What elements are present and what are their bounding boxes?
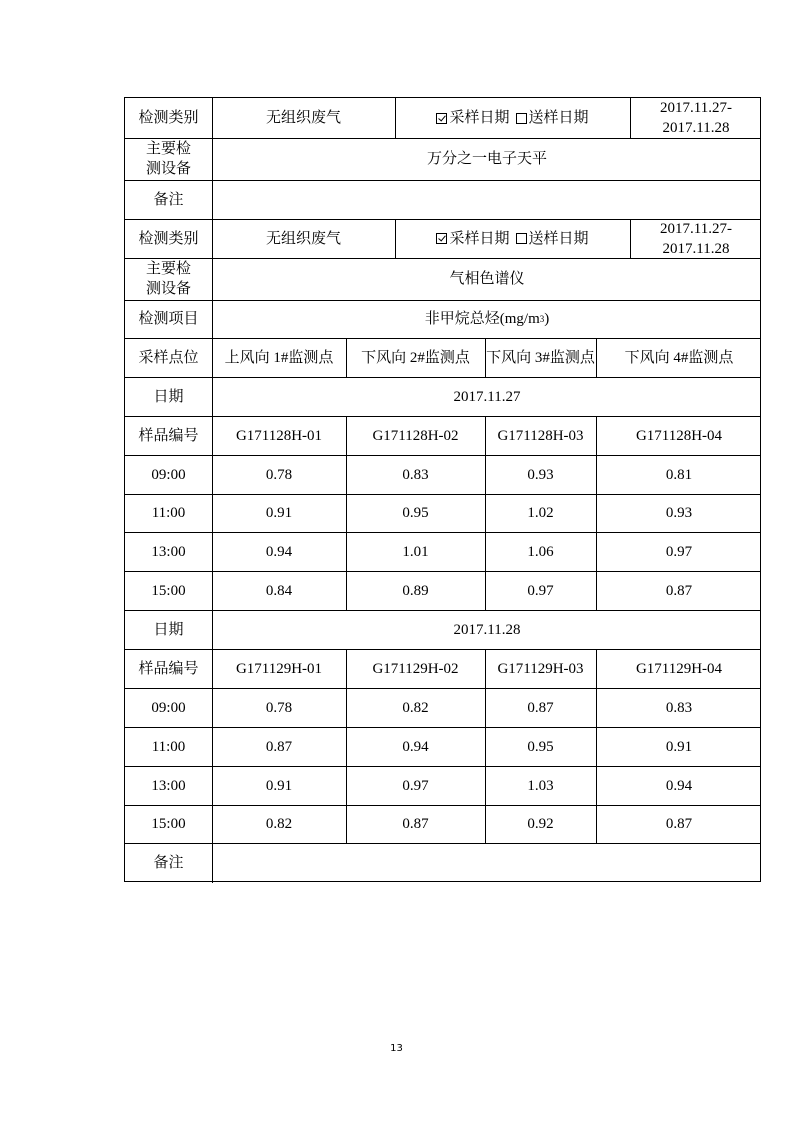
column-divider [346,416,347,455]
category-value: 无组织废气 [265,110,341,126]
row-divider [125,727,760,728]
equipment-value: 气相色谱仪 [449,271,525,287]
row-divider [125,688,760,689]
remark-value [212,180,762,219]
sample-id: G171129H-04 [635,660,723,677]
date-row [125,610,760,649]
column-divider [485,727,486,766]
column-divider [485,338,486,377]
remark-value [212,843,762,883]
column-divider [346,688,347,727]
column-divider [596,805,597,843]
time-cell: 15:00 [151,816,186,832]
date-range: 2017.11.27-2017.11.28 [660,220,732,257]
column-divider [212,766,213,805]
sample-id: G171129H-02 [372,660,459,677]
sampling-points-row [125,338,760,377]
column-divider [596,416,597,455]
sample-label: 样品编号 [138,427,199,444]
value-cell: 0.91 [265,505,293,521]
value-cell: 1.06 [527,543,554,560]
sample-id: G171129H-01 [235,660,323,677]
value-cell: 0.87 [265,738,293,755]
column-divider [212,338,213,377]
row-divider [125,219,760,220]
value-cell: 0.87 [527,699,554,716]
row-divider [125,649,760,650]
value-cell: 0.91 [665,738,693,755]
value-cell: 0.78 [265,466,293,483]
column-divider [596,455,597,494]
column-divider [212,688,213,727]
equipment-row [125,258,760,300]
column-divider [395,219,396,258]
column-divider [346,805,347,843]
column-divider [346,649,347,688]
table-row [125,532,760,571]
column-divider [485,649,486,688]
category-value: 无组织废气 [265,230,341,247]
time-cell: 11:00 [151,738,186,755]
date-row [125,377,760,416]
time-cell: 13:00 [151,543,186,560]
column-divider [485,766,486,805]
time-cell: 09:00 [151,466,186,483]
date-type-options [395,219,630,258]
column-divider [212,494,213,532]
column-divider [212,727,213,766]
value-cell: 0.94 [665,777,693,794]
column-divider [212,805,213,843]
category-label: 检测类别 [138,110,199,126]
column-divider [346,766,347,805]
delivery-date-checkbox[interactable] [516,233,527,244]
column-divider [596,494,597,532]
date-type-options [395,98,630,138]
column-divider [212,532,213,571]
table-row [125,571,760,610]
sample-id: G171128H-02 [372,427,459,444]
time-cell: 15:00 [151,582,186,599]
table-row [125,805,760,843]
value-cell: 1.03 [527,777,554,794]
column-divider [346,494,347,532]
row-divider [125,258,760,259]
category-label: 检测类别 [138,230,199,247]
row-divider [125,416,760,417]
item-name: 非甲烷总烃(mg/m [424,311,540,327]
column-divider [596,649,597,688]
date-value: 2017.11.28 [453,621,521,638]
value-cell: 0.81 [665,466,693,483]
column-divider [485,688,486,727]
column-divider [212,455,213,494]
column-divider [212,416,213,455]
value-cell: 1.01 [402,543,429,560]
date-label: 日期 [153,388,184,405]
points-label: 采样点位 [138,349,199,366]
value-cell: 0.87 [665,816,693,832]
sampling-point: 下风向 4#监测点 [624,349,734,366]
column-divider [346,338,347,377]
value-cell: 0.95 [402,505,429,521]
column-divider [596,571,597,610]
value-cell: 0.95 [527,738,554,755]
value-cell: 0.83 [402,466,429,483]
column-divider [485,532,486,571]
row-divider [125,843,760,844]
value-cell: 0.94 [265,543,293,560]
column-divider [212,180,213,219]
column-divider [596,688,597,727]
remark-label: 备注 [153,855,184,871]
column-divider [485,571,486,610]
column-divider [485,416,486,455]
equipment-label: 主要检测设备 [145,141,191,177]
row-divider [125,138,760,139]
column-divider [596,532,597,571]
value-cell: 0.82 [402,699,429,716]
value-cell: 0.94 [402,738,429,755]
time-cell: 13:00 [151,777,186,794]
table-row [125,494,760,532]
column-divider [212,300,213,338]
row-divider [125,180,760,181]
sample-id-row [125,649,760,688]
value-cell: 0.93 [527,466,554,483]
time-cell: 09:00 [151,699,186,716]
sample-id: G171129H-03 [497,660,584,677]
column-divider [212,610,213,649]
sampling-point: 下风向 2#监测点 [361,349,470,366]
value-cell: 0.87 [665,582,693,599]
row-divider [125,571,760,572]
value-cell: 0.97 [402,777,429,794]
column-divider [212,377,213,416]
sampling-point: 下风向 3#监测点 [486,349,595,366]
column-divider [630,98,631,138]
value-cell: 0.89 [402,582,429,599]
table-row [125,727,760,766]
table-row [125,455,760,494]
value-cell: 0.84 [265,582,293,599]
sampling-point: 上风向 1#监测点 [224,349,334,366]
row-divider [125,494,760,495]
row-divider [125,766,760,767]
column-divider [596,727,597,766]
column-divider [346,455,347,494]
item-row [125,300,760,338]
column-divider [212,649,213,688]
value-cell: 0.93 [665,505,693,521]
row-divider [125,455,760,456]
row-divider [125,338,760,339]
column-divider [485,494,486,532]
item-close-paren: ) [544,311,550,327]
sampling-date-checkbox[interactable] [436,113,447,124]
sampling-date-label: 采样日期 [449,230,510,247]
sample-label: 样品编号 [138,660,199,677]
table-row [125,766,760,805]
column-divider [212,138,213,180]
value-cell: 0.78 [265,699,293,716]
row-divider [125,805,760,806]
row-divider [125,532,760,533]
sample-id-row [125,416,760,455]
value-cell: 0.92 [527,816,554,832]
category-row [125,219,760,258]
value-cell: 0.83 [665,699,693,716]
final-remark-row [125,843,760,883]
time-cell: 11:00 [151,505,186,521]
sampling-date-label: 采样日期 [449,110,510,126]
value-cell: 1.02 [527,505,554,521]
row-divider [125,300,760,301]
sample-id: G171128H-04 [635,427,723,444]
row-divider [125,610,760,611]
page-number: 13 [390,1043,403,1054]
sample-id: G171128H-03 [497,427,584,444]
remark-label: 备注 [153,191,184,208]
column-divider [596,766,597,805]
column-divider [485,455,486,494]
date-range: 2017.11.27-2017.11.28 [660,100,732,136]
column-divider [212,219,213,258]
value-cell: 0.87 [402,816,429,832]
item-value: 非甲烷总烃(mg/m 3 ) [424,311,550,327]
column-divider [630,219,631,258]
item-label: 检测项目 [138,311,199,327]
monitoring-table [124,97,761,882]
equipment-value: 万分之一电子天平 [426,151,547,167]
category-row [125,98,760,138]
column-divider [212,98,213,138]
table-row [125,688,760,727]
column-divider [395,98,396,138]
delivery-date-checkbox[interactable] [516,113,527,124]
column-divider [212,571,213,610]
column-divider [212,843,213,883]
delivery-date-label: 送样日期 [528,110,589,126]
column-divider [596,338,597,377]
row-divider [125,377,760,378]
column-divider [346,532,347,571]
remark-row [125,180,760,219]
date-label: 日期 [153,621,184,638]
date-value: 2017.11.27 [453,388,521,405]
equipment-label: 主要检测设备 [145,261,191,297]
equipment-row [125,138,760,180]
value-cell: 0.82 [265,816,293,832]
column-divider [346,727,347,766]
column-divider [212,258,213,300]
delivery-date-label: 送样日期 [528,230,589,247]
value-cell: 0.97 [527,582,554,599]
value-cell: 0.97 [665,543,693,560]
value-cell: 0.91 [265,777,293,794]
sampling-date-checkbox[interactable] [436,233,447,244]
sample-id: G171128H-01 [235,427,323,444]
column-divider [485,805,486,843]
column-divider [346,571,347,610]
